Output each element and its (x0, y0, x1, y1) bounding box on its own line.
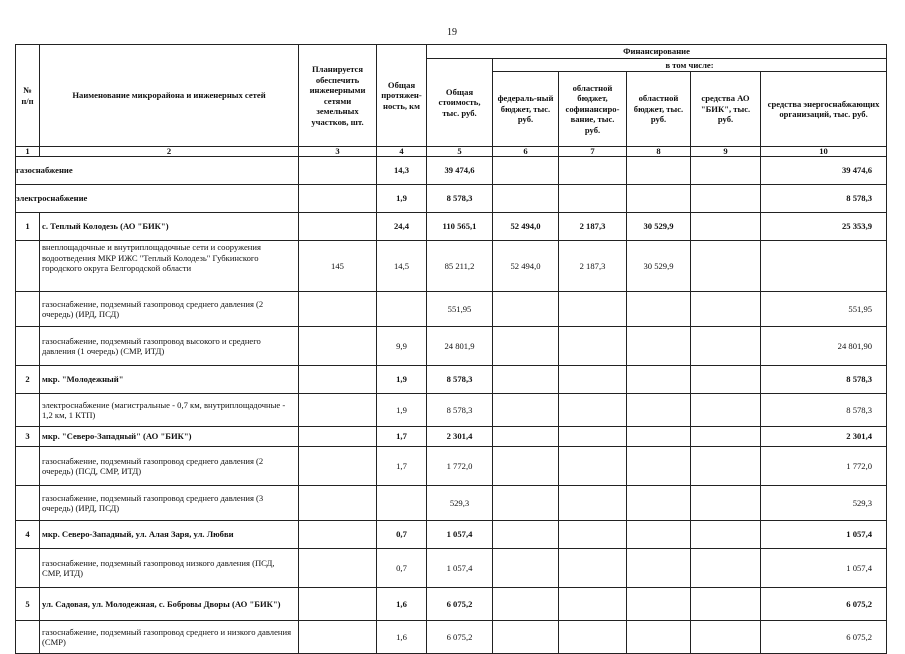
row-length: 1,9 (377, 185, 427, 213)
row-cofin (559, 447, 627, 486)
header-financing: Финансирование (427, 45, 887, 59)
col-num: 4 (377, 147, 427, 157)
row-cofin (559, 292, 627, 327)
header-regional-cofin: областной бюджет, софинансиро-вание, тыс. руб. (559, 72, 627, 147)
row-total: 24 801,9 (427, 327, 493, 366)
row-bik (691, 427, 761, 447)
row-name: ул. Садовая, ул. Молодежная, с. Бобровы Дворы (АО "БИК") (40, 588, 299, 621)
row-no (16, 486, 40, 521)
row-energy: 25 353,9 (761, 213, 887, 241)
row-federal (493, 427, 559, 447)
row-bik (691, 366, 761, 394)
row-name: мкр. Северо-Западный, ул. Алая Заря, ул. Любви (40, 521, 299, 549)
row-name: газоснабжение, подземный газопровод высокого и среднего давления (1 очередь) (СМР, ИТД) (40, 327, 299, 366)
table-row (16, 366, 887, 394)
col-num: 5 (427, 147, 493, 157)
row-federal: 52 494,0 (493, 241, 559, 292)
row-no (16, 327, 40, 366)
row-federal (493, 521, 559, 549)
row-bik (691, 447, 761, 486)
row-name: электроснабжение (магистральные - 0,7 км, внутриплощадочные - 1,2 км, 1 КТП) (40, 394, 299, 427)
row-planned (299, 394, 377, 427)
row-total: 1 057,4 (427, 521, 493, 549)
row-regional (627, 366, 691, 394)
row-total: 551,95 (427, 292, 493, 327)
row-name: электроснабжение (16, 185, 299, 213)
row-energy: 551,95 (761, 292, 887, 327)
row-length: 1,9 (377, 366, 427, 394)
col-num: 2 (40, 147, 299, 157)
row-federal (493, 327, 559, 366)
row-federal (493, 292, 559, 327)
row-regional (627, 588, 691, 621)
row-name: газоснабжение, подземный газопровод среднего и низкого давления (СМР) (40, 621, 299, 654)
row-bik (691, 394, 761, 427)
header-length: Общая протяжен-ность, км (377, 45, 427, 147)
row-length: 1,7 (377, 447, 427, 486)
row-cofin (559, 394, 627, 427)
row-length: 1,6 (377, 621, 427, 654)
table-row (16, 621, 887, 654)
table-row (16, 241, 887, 292)
row-regional (627, 549, 691, 588)
row-name: внеплощадочные и внутриплощадочные сети и сооружения водоотведения МКР ИЖС "Теплый Колодезь" Губкинского городского округа Белгородской области (40, 241, 299, 292)
row-planned (299, 427, 377, 447)
row-cofin (559, 549, 627, 588)
row-cofin (559, 185, 627, 213)
row-name: мкр. "Молодежный" (40, 366, 299, 394)
col-num: 8 (627, 147, 691, 157)
row-no: 4 (16, 521, 40, 549)
row-name: газоснабжение (16, 157, 299, 185)
row-total: 39 474,6 (427, 157, 493, 185)
row-no (16, 394, 40, 427)
row-federal (493, 447, 559, 486)
row-length: 0,7 (377, 521, 427, 549)
row-cofin: 2 187,3 (559, 241, 627, 292)
header-federal: федераль-ный бюджет, тыс. руб. (493, 72, 559, 147)
row-federal: 52 494,0 (493, 213, 559, 241)
row-total: 110 565,1 (427, 213, 493, 241)
header-no: № п/п (16, 45, 40, 147)
row-energy: 2 301,4 (761, 427, 887, 447)
header-planned: Планируется обеспечить инженерными сетями земельных участков, шт. (299, 45, 377, 147)
row-energy: 1 772,0 (761, 447, 887, 486)
row-name: газоснабжение, подземный газопровод низкого давления (ПСД, СМР, ИТД) (40, 549, 299, 588)
col-num: 3 (299, 147, 377, 157)
row-regional (627, 157, 691, 185)
row-planned (299, 549, 377, 588)
table-row (16, 157, 887, 185)
row-total: 8 578,3 (427, 185, 493, 213)
row-cofin (559, 366, 627, 394)
col-num: 6 (493, 147, 559, 157)
row-federal (493, 394, 559, 427)
row-length (377, 292, 427, 327)
row-no: 2 (16, 366, 40, 394)
row-total: 8 578,3 (427, 394, 493, 427)
row-planned (299, 157, 377, 185)
row-energy: 1 057,4 (761, 521, 887, 549)
row-bik (691, 157, 761, 185)
row-federal (493, 486, 559, 521)
row-planned (299, 185, 377, 213)
row-energy: 6 075,2 (761, 588, 887, 621)
table-row (16, 447, 887, 486)
row-length (377, 486, 427, 521)
row-planned (299, 327, 377, 366)
row-bik (691, 486, 761, 521)
table-row (16, 327, 887, 366)
row-regional (627, 486, 691, 521)
row-planned (299, 447, 377, 486)
row-no (16, 447, 40, 486)
row-planned (299, 521, 377, 549)
row-bik (691, 292, 761, 327)
row-no (16, 241, 40, 292)
header-including: в том числе: (493, 58, 887, 72)
row-length: 24,4 (377, 213, 427, 241)
row-no: 1 (16, 213, 40, 241)
row-federal (493, 621, 559, 654)
row-cofin (559, 521, 627, 549)
row-regional: 30 529,9 (627, 213, 691, 241)
header-regional: областной бюджет, тыс. руб. (627, 72, 691, 147)
row-energy: 1 057,4 (761, 549, 887, 588)
row-total: 2 301,4 (427, 427, 493, 447)
row-cofin (559, 486, 627, 521)
row-energy: 24 801,90 (761, 327, 887, 366)
row-no (16, 292, 40, 327)
header-name: Наименование микрорайона и инженерных сетей (40, 45, 299, 147)
row-planned (299, 366, 377, 394)
row-regional (627, 327, 691, 366)
row-cofin: 2 187,3 (559, 213, 627, 241)
row-length: 0,7 (377, 549, 427, 588)
row-federal (493, 366, 559, 394)
row-bik (691, 213, 761, 241)
row-energy: 39 474,6 (761, 157, 887, 185)
row-planned (299, 486, 377, 521)
row-regional (627, 292, 691, 327)
table-row (16, 185, 887, 213)
row-planned (299, 213, 377, 241)
row-total: 8 578,3 (427, 366, 493, 394)
table-row (16, 292, 887, 327)
row-federal (493, 185, 559, 213)
row-regional (627, 185, 691, 213)
row-total: 1 057,4 (427, 549, 493, 588)
row-bik (691, 621, 761, 654)
page-number: 19 (447, 27, 457, 38)
header-energy: средства энергоснабжающих организаций, тыс. руб. (761, 72, 887, 147)
row-length: 14,5 (377, 241, 427, 292)
row-regional: 30 529,9 (627, 241, 691, 292)
row-name: с. Теплый Колодезь (АО "БИК") (40, 213, 299, 241)
table-row (16, 394, 887, 427)
row-name: мкр. "Северо-Западный" (АО "БИК") (40, 427, 299, 447)
row-name: газоснабжение, подземный газопровод среднего давления (2 очередь) (ИРД, ПСД) (40, 292, 299, 327)
row-length: 14,3 (377, 157, 427, 185)
table-row (16, 213, 887, 241)
table-row (16, 427, 887, 447)
table-row (16, 549, 887, 588)
row-energy: 529,3 (761, 486, 887, 521)
row-energy: 8 578,3 (761, 394, 887, 427)
row-energy: 8 578,3 (761, 185, 887, 213)
header-bik: средства АО "БИК", тыс. руб. (691, 72, 761, 147)
col-num: 10 (761, 147, 887, 157)
row-cofin (559, 621, 627, 654)
header-total-cost: Общая стоимость, тыс. руб. (427, 58, 493, 147)
row-energy (761, 241, 887, 292)
row-regional (627, 521, 691, 549)
row-length: 9,9 (377, 327, 427, 366)
row-federal (493, 588, 559, 621)
row-total: 1 772,0 (427, 447, 493, 486)
row-length: 1,7 (377, 427, 427, 447)
row-bik (691, 588, 761, 621)
col-num: 1 (16, 147, 40, 157)
row-length: 1,9 (377, 394, 427, 427)
row-name: газоснабжение, подземный газопровод среднего давления (2 очередь) (ПСД, СМР, ИТД) (40, 447, 299, 486)
row-total: 529,3 (427, 486, 493, 521)
column-number-row (16, 147, 887, 157)
row-regional (627, 447, 691, 486)
row-regional (627, 621, 691, 654)
row-bik (691, 327, 761, 366)
row-total: 85 211,2 (427, 241, 493, 292)
row-cofin (559, 427, 627, 447)
col-num: 7 (559, 147, 627, 157)
table-row (16, 486, 887, 521)
col-num: 9 (691, 147, 761, 157)
row-federal (493, 157, 559, 185)
row-regional (627, 427, 691, 447)
row-no: 5 (16, 588, 40, 621)
row-cofin (559, 327, 627, 366)
row-energy: 8 578,3 (761, 366, 887, 394)
table-row (16, 521, 887, 549)
row-name: газоснабжение, подземный газопровод среднего давления (3 очередь) (ИРД, ПСД) (40, 486, 299, 521)
row-planned (299, 621, 377, 654)
row-energy: 6 075,2 (761, 621, 887, 654)
row-cofin (559, 588, 627, 621)
row-planned (299, 588, 377, 621)
row-regional (627, 394, 691, 427)
row-no (16, 549, 40, 588)
row-planned: 145 (299, 241, 377, 292)
row-bik (691, 185, 761, 213)
row-planned (299, 292, 377, 327)
financing-table (15, 44, 887, 654)
row-bik (691, 521, 761, 549)
row-total: 6 075,2 (427, 621, 493, 654)
row-federal (493, 549, 559, 588)
table-row (16, 588, 887, 621)
row-bik (691, 549, 761, 588)
row-bik (691, 241, 761, 292)
row-no (16, 621, 40, 654)
row-total: 6 075,2 (427, 588, 493, 621)
row-length: 1,6 (377, 588, 427, 621)
row-no: 3 (16, 427, 40, 447)
row-cofin (559, 157, 627, 185)
